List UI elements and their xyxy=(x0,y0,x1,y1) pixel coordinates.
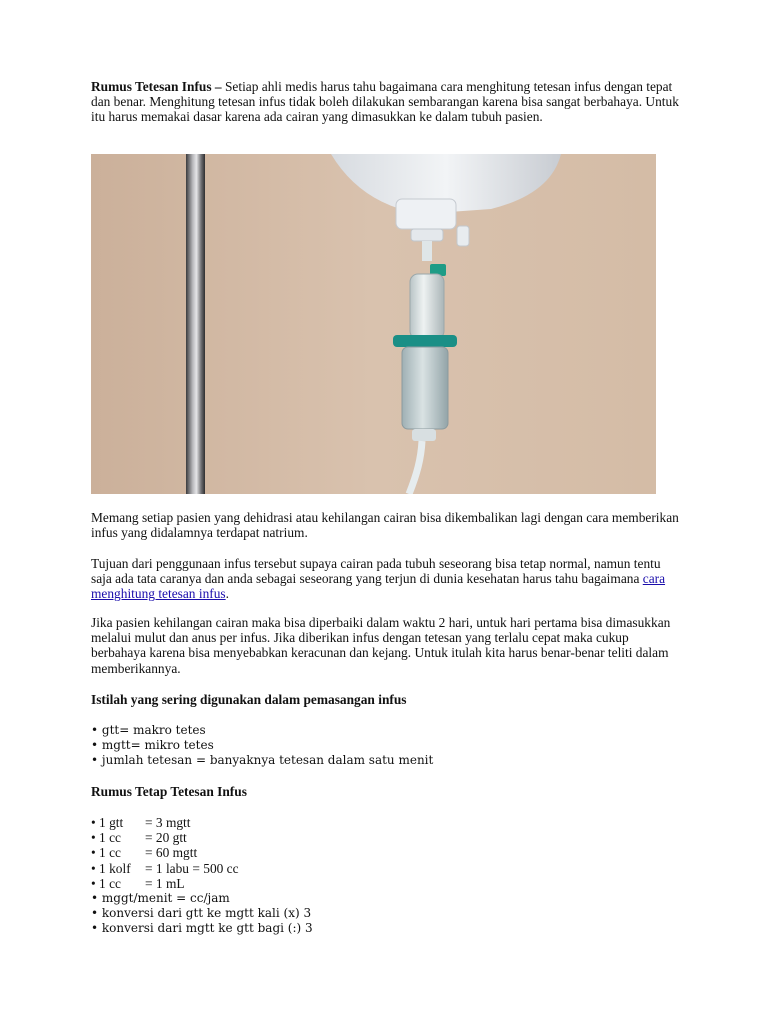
intro-paragraph xyxy=(91,79,681,125)
paragraph-tujuan-text: Tujuan dari penggunaan infus tersebut supaya cairan pada tubuh seseorang bisa tetap normal, namun tentu saja ada tata caranya dan anda sebagai seseorang yang terjun di dunia kesehatan harus tahu bagaimana xyxy=(91,556,661,587)
paragraph-tujuan-end: . xyxy=(225,586,229,602)
rumus-value: = 1 mL xyxy=(145,875,185,891)
list-item: • mggt/menit = cc/jam xyxy=(91,891,230,906)
rumus-key: • 1 cc xyxy=(91,830,121,846)
paragraph-tujuan xyxy=(91,556,681,602)
istilah-list xyxy=(91,723,681,769)
rumus-key: • 1 cc xyxy=(91,875,121,891)
intro-text: Setiap ahli medis harus tahu bagaimana cara menghitung tetesan infus dengan tepat dan benar. Menghitung tetesan infus tidak boleh dilakukan sembarangan karena bisa sangat berbahaya. Untuk itu harus memakai dasar karena ada cairan yang dimasukkan ke dalam tubuh pasien. xyxy=(91,79,679,125)
list-item xyxy=(91,815,681,830)
paragraph-natrium: Memang setiap pasien yang dehidrasi atau kehilangan cairan bisa dikembalikan lagi dengan cara memberikan infus yang didalamnya terdapat natrium. xyxy=(91,510,679,541)
rumus-value: = 3 mgtt xyxy=(145,815,191,830)
heading-istilah: Istilah yang sering digunakan dalam pemasangan infus xyxy=(91,692,407,707)
heading-rumus: Rumus Tetap Tetesan Infus xyxy=(91,784,247,799)
rumus-list xyxy=(91,815,681,937)
list-item: • mgtt= mikro tetes xyxy=(91,738,214,753)
rumus-key: • 1 cc xyxy=(91,845,121,861)
intro-title: Rumus Tetesan Infus – xyxy=(91,79,222,94)
list-item xyxy=(91,876,681,891)
rumus-key: • 1 gtt xyxy=(91,815,124,830)
rumus-value: = 1 labu = 500 cc xyxy=(145,860,239,876)
list-item xyxy=(91,830,681,845)
rumus-key: • 1 kolf xyxy=(91,860,131,876)
list-item: • konversi dari mgtt ke gtt bagi (:) 3 xyxy=(91,921,313,936)
list-item xyxy=(91,845,681,860)
paragraph-kehilangan-cairan: Jika pasien kehilangan cairan maka bisa diperbaiki dalam waktu 2 hari, untuk hari pertama bisa dimasukkan melalui mulut dan anus per infus. Jika diberikan infus dengan tetesan yang terlalu cepat maka cukup berbahaya karena bisa menyebabkan keracunan dan kejang. Untuk itulah kita harus benar-benar teliti dalam memberikannya. xyxy=(91,615,671,676)
rumus-value: = 60 mgtt xyxy=(145,845,198,861)
list-item xyxy=(91,861,681,876)
iv-drip-photo xyxy=(91,154,656,494)
link-cara-menghitung[interactable]: cara menghitung tetesan infus xyxy=(91,571,666,602)
list-item: • jumlah tetesan = banyaknya tetesan dalam satu menit xyxy=(91,753,434,768)
list-item: • gtt= makro tetes xyxy=(91,723,206,737)
list-item: • konversi dari gtt ke mgtt kali (x) 3 xyxy=(91,906,312,921)
rumus-value: = 20 gtt xyxy=(145,830,187,846)
